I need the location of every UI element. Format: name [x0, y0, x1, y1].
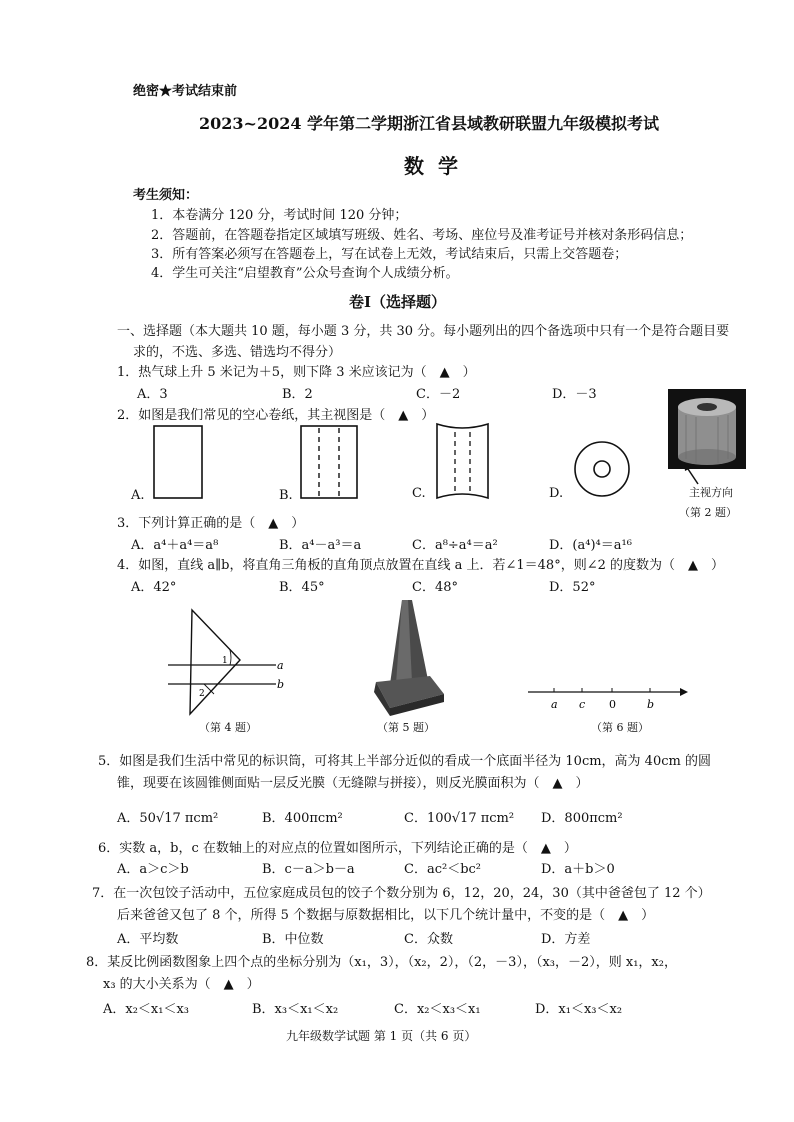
q2-option-b: B. [279, 488, 293, 503]
q6-caption: （第 6 题） [591, 721, 649, 734]
q6-number-line [524, 684, 694, 714]
q4-option-c: C．48° [412, 580, 458, 595]
q7-option-c: C．众数 [404, 932, 453, 947]
q6-stem: 6．实数 a，b，c 在数轴上的对应点的位置如图所示，下列结论正确的是（ ▲ ） [98, 841, 577, 856]
q1-option-a: A．3 [137, 387, 168, 402]
q2-view-options [140, 420, 560, 504]
q5-stem: 5．如图是我们生活中常见的标识筒，可将其上半部分近似的看成一个底面半径为 10cm，高为 40cm 的圆 [98, 754, 711, 769]
q8-stem: x₃ 的大小关系为（ ▲ ） [103, 977, 260, 992]
q7-stem: 7．在一次包饺子活动中，五位家庭成员包的饺子个数分别为 6，12，20，24，30（其中爸爸包了 12 个） [92, 886, 711, 901]
q5-option-c: C．100√17 πcm² [404, 811, 515, 826]
q2-a-rectangle [154, 426, 202, 498]
q2-option-c: C. [412, 486, 426, 501]
q6-point-a: a [551, 698, 558, 711]
q3-stem: 3．下列计算正确的是（ ▲ ） [117, 516, 305, 531]
q4-line-b-label: b [277, 678, 285, 691]
q5-option-b: B．400πcm² [262, 811, 343, 826]
q3-option-b: B．a⁴－a³＝a [279, 538, 362, 553]
q2-option-a: A. [131, 488, 145, 503]
page-footer: 九年级数学试题 第 1 页（共 6 页） [286, 1029, 477, 1043]
notice-item: 4．学生可关注“启望教育”公众号查询个人成绩分析。 [151, 266, 459, 281]
section-intro: 求的，不选、多选、错选均不得分） [133, 345, 342, 360]
q7-stem: 后来爸爸又包了 8 个，所得 5 个数据与原数据相比，以下几个统计量中，不变的是（ ▲ ） [117, 908, 655, 923]
view-direction-arrow-icon [678, 462, 708, 486]
section-title: 卷Ⅰ（选择题） [349, 293, 447, 311]
q2-view-direction-label: 主视方向 [689, 486, 733, 499]
q8-option-c: C．x₂＜x₃＜x₁ [394, 1002, 481, 1017]
section-intro: 一、选择题（本大题共 10 题，每小题 3 分，共 30 分。每小题列出的四个备选项中只有一个是符合题目要 [117, 324, 730, 339]
q2-d-annulus [571, 438, 633, 500]
q4-angle2-label: 2 [199, 689, 205, 699]
q4-figure [158, 604, 298, 722]
subject-title: 数学 [404, 154, 472, 178]
q4-caption: （第 4 题） [199, 721, 257, 734]
q3-option-c: C．a⁸÷a⁴＝a² [412, 538, 498, 553]
q3-option-d: D．(a⁴)⁴＝a¹⁶ [549, 538, 632, 553]
q1-stem: 1．热气球上升 5 米记为＋5，则下降 3 米应该记为（ ▲ ） [117, 365, 476, 380]
q5-option-a: A．50√17 πcm² [117, 811, 219, 826]
q8-option-a: A．x₂＜x₁＜x₃ [103, 1002, 190, 1017]
notice-item: 1．本卷满分 120 分，考试时间 120 分钟； [151, 208, 408, 223]
q3-option-a: A．a⁴＋a⁴＝a⁸ [131, 538, 219, 553]
q5-option-d: D．800πcm² [541, 811, 623, 826]
q1-option-d: D．－3 [552, 387, 597, 402]
q2-stem: 2．如图是我们常见的空心卷纸，其主视图是（ ▲ ） [117, 408, 435, 423]
notice-item: 2．答题前，在答题卷指定区域填写班级、姓名、考场、座位号及准考证号并核对条形码信息； [151, 228, 693, 243]
secret-label: 绝密★考试结束前 [133, 84, 238, 99]
q8-option-b: B．x₃＜x₁＜x₂ [252, 1002, 339, 1017]
q7-option-b: B．中位数 [262, 932, 324, 947]
q6-point-zero: 0 [609, 698, 616, 711]
q6-option-a: A．a＞c＞b [117, 862, 189, 877]
q4-option-d: D．52° [549, 580, 596, 595]
q1-option-c: C．－2 [416, 387, 461, 402]
q1-option-b: B．2 [282, 387, 313, 402]
q4-stem: 4．如图，直线 a∥b，将直角三角板的直角顶点放置在直线 a 上．若∠1＝48°，则∠2 的度数为（ ▲ ） [117, 558, 724, 573]
q4-option-a: A．42° [131, 580, 177, 595]
q6-point-b: b [647, 698, 655, 711]
q7-option-a: A．平均数 [117, 932, 179, 947]
q4-line-a-label: a [277, 659, 284, 672]
q4-option-b: B．45° [279, 580, 325, 595]
q8-option-d: D．x₁＜x₃＜x₂ [535, 1002, 623, 1017]
q2-option-d: D. [549, 486, 564, 501]
q6-point-c: c [579, 698, 586, 711]
notice-heading: 考生须知： [133, 188, 199, 203]
q2-toilet-roll-image [668, 389, 746, 469]
q5-traffic-cone-image [368, 598, 448, 718]
q7-option-d: D．方差 [541, 932, 591, 947]
exam-title: 2023~2024 学年第二学期浙江省县域教研联盟九年级模拟考试 [199, 114, 660, 133]
q2-c-curved-shape [437, 424, 488, 498]
q5-caption: （第 5 题） [377, 721, 435, 734]
q6-option-d: D．a＋b＞0 [541, 862, 615, 877]
q4-angle1-label: 1 [222, 656, 228, 666]
q2-caption: （第 2 题） [679, 506, 737, 519]
q6-option-c: C．ac²＜bc² [404, 862, 482, 877]
q5-stem: 锥，现要在该圆锥侧面贴一层反光膜（无缝隙与拼接），则反光膜面积为（ ▲ ） [117, 776, 589, 791]
q6-option-b: B．c－a＞b－a [262, 862, 355, 877]
q2-b-rectangle [301, 426, 357, 498]
q8-stem: 8．某反比例函数图象上四个点的坐标分别为（x₁，3），（x₂，2），（2，－3），（x₃，－2），则 x₁，x₂， [86, 955, 677, 970]
notice-item: 3．所有答案必须写在答题卷上，写在试卷上无效，考试结束后，只需上交答题卷； [151, 247, 628, 262]
